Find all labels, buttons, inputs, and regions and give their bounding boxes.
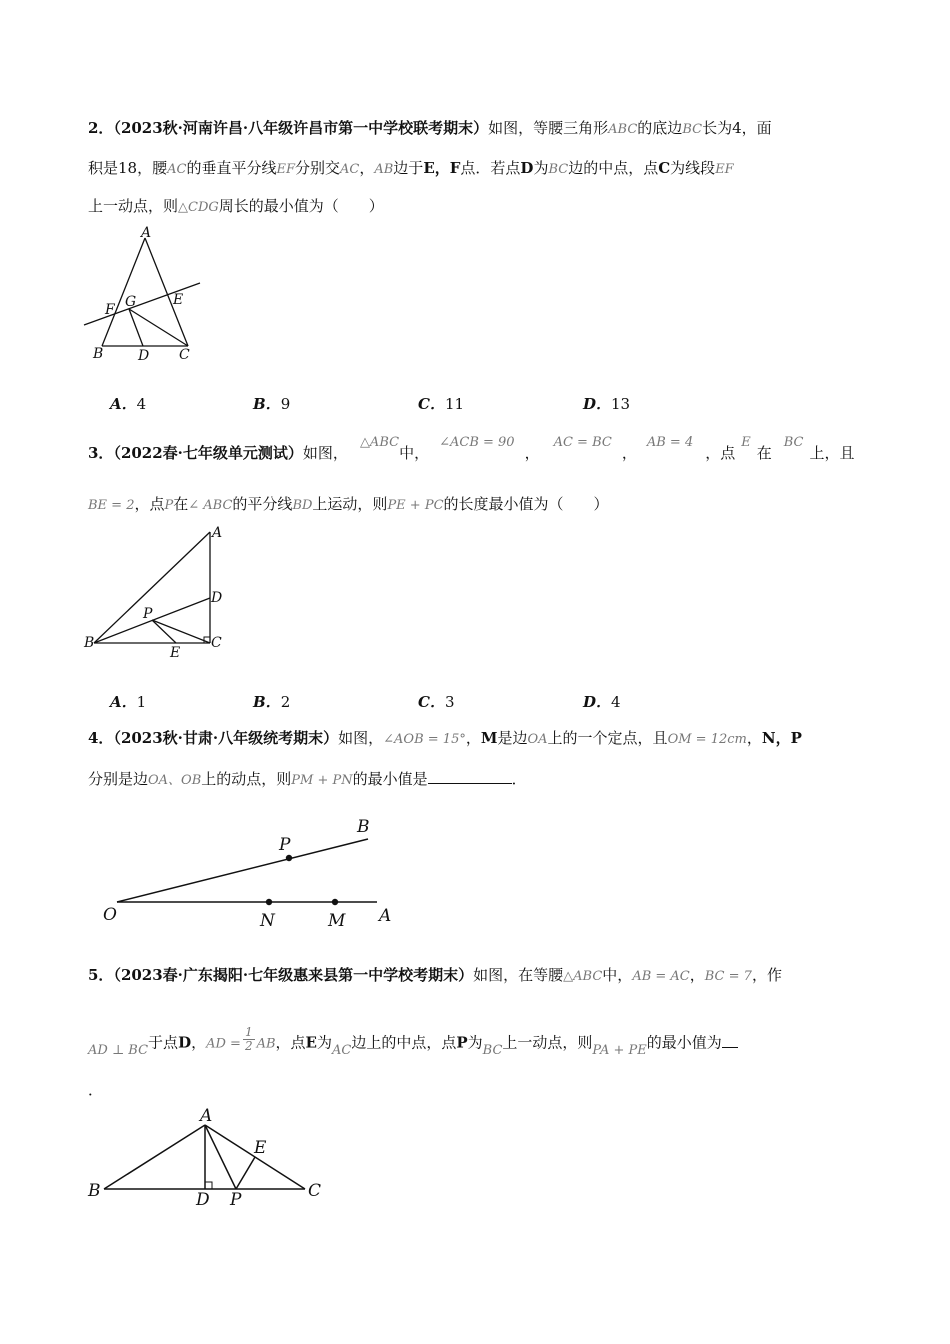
q4-math: OA、OB (148, 773, 202, 788)
q3-option-b[interactable] (253, 692, 290, 712)
q4-text: ． (511, 770, 527, 788)
q5-text: ， (689, 966, 705, 984)
q2-math: AB (374, 162, 394, 177)
q3-math: P (164, 498, 174, 513)
q3-math: △ABC (359, 435, 400, 450)
q3-text: 的平分线 (232, 495, 293, 513)
q2-line-1 (88, 118, 772, 140)
q2-label-E: E (173, 292, 184, 308)
q2-text: D (520, 159, 534, 177)
q2-math: BC (682, 122, 703, 137)
q2-option-c-label: C． (418, 395, 445, 413)
q5-fraction-den: 2 (244, 1039, 253, 1053)
q3-text: 在 (756, 444, 772, 462)
q5-source: （2023春·广东揭阳·七年级惠来县第一中学校考期末） (113, 966, 474, 984)
q3-text: ， (621, 444, 637, 462)
q3-text: ， (524, 444, 540, 462)
q2-text: 长为4，面 (702, 119, 772, 137)
q3-math: E (741, 435, 751, 450)
q3-text: ，点 (705, 444, 736, 462)
q2-number: 2． (88, 119, 114, 137)
q2-text: 边于 (393, 159, 424, 177)
q2-label-A: A (141, 225, 152, 241)
q3-figure (80, 522, 240, 662)
q5-fraction-num: 1 (244, 1025, 253, 1039)
q5-text: P (456, 1033, 468, 1052)
q2-math: △CDG (178, 200, 219, 215)
q5-math: AB = AC (632, 969, 690, 984)
q5-math: AD ⊥ BC (88, 1042, 149, 1058)
q5-text: 于点 (148, 1033, 179, 1052)
q5-text: 为 (467, 1033, 483, 1052)
q3-math: AC = BC (553, 435, 612, 450)
q5-text: 为 (316, 1033, 332, 1052)
q4-math: OM = 12cm (667, 732, 747, 747)
q4-number: 4． (88, 729, 114, 747)
q4-text: ， (465, 729, 481, 747)
q2-option-a-label: A． (110, 395, 137, 413)
q4-line-2 (88, 768, 527, 791)
q2-text: 上一动点，则 (88, 197, 179, 215)
q3-option-d-label: D． (583, 693, 612, 711)
q5-line-1 (88, 965, 782, 987)
q5-math: AC (332, 1042, 352, 1058)
q2-line-3 (88, 196, 384, 218)
q3-text: 如图， (302, 444, 348, 462)
q3-option-d[interactable] (583, 692, 621, 712)
q3-option-c-label: C． (418, 693, 445, 711)
q5-math: AB (256, 1036, 276, 1052)
q5-math: BC (482, 1042, 503, 1058)
q2-label-G: G (125, 294, 137, 310)
q2-option-b[interactable] (253, 394, 290, 414)
q4-label-O: O (103, 905, 117, 925)
q4-text: 分别是边 (88, 770, 149, 788)
q2-text: ， (359, 159, 375, 177)
q2-option-d-label: D． (583, 395, 612, 413)
q4-text: 上的一个定点，且 (547, 729, 668, 747)
q2-math: BC (548, 162, 569, 177)
q5-math: BC = 7 (704, 969, 752, 984)
q4-text: 的最小值是 (352, 770, 428, 788)
q5-math: AD = (206, 1036, 241, 1052)
q2-option-d-value: 13 (611, 395, 631, 413)
q3-option-c[interactable] (418, 692, 455, 712)
q5-math: △ABC (563, 969, 603, 984)
q3-option-a-label: A． (110, 693, 137, 711)
q3-text: 的长度最小值为（ ） (443, 495, 609, 513)
q4-text: ， (746, 729, 762, 747)
q4-label-N: N (260, 911, 275, 931)
q3-label-B: B (84, 635, 95, 651)
q2-option-c[interactable] (418, 394, 464, 414)
q2-math: AC (167, 162, 187, 177)
q2-text: 点．若点 (460, 159, 521, 177)
q3-label-C: C (211, 635, 222, 651)
q3-line-1 (88, 435, 855, 465)
q5-text: D (178, 1033, 192, 1052)
q4-source: （2023秋·甘肃·八年级统考期末） (113, 729, 339, 747)
q4-label-P: P (279, 835, 291, 855)
q5-text: ，作 (751, 966, 782, 984)
q5-label-E: E (254, 1138, 267, 1158)
q2-text: E，F (423, 159, 461, 177)
q3-number: 3． (88, 444, 114, 462)
q5-number: 5． (88, 966, 114, 984)
q2-option-b-label: B． (253, 395, 281, 413)
q5-text: 如图，在等腰 (473, 966, 564, 984)
q2-source: （2023秋·河南许昌·八年级许昌市第一中学校联考期末） (113, 119, 489, 137)
q3-math: PE + PC (387, 498, 444, 513)
q5-line-2 (88, 1025, 738, 1058)
q5-line-3 (88, 1080, 103, 1100)
q5-text: ． (88, 1081, 104, 1099)
q4-text: M (480, 729, 498, 747)
q3-option-b-label: B． (253, 693, 281, 711)
q2-option-b-value: 9 (280, 395, 291, 413)
q2-text: 分别交 (294, 159, 340, 177)
q5-figure (80, 1105, 340, 1215)
q4-text: 如图， (338, 729, 384, 747)
q5-text: E (305, 1033, 317, 1052)
q3-text: 上运动，则 (312, 495, 388, 513)
q3-option-c-value: 3 (444, 693, 455, 711)
q3-text: ，点 (134, 495, 165, 513)
q3-label-E: E (170, 645, 181, 661)
q4-text: 上的动点，则 (201, 770, 292, 788)
q5-text: 边上的中点，点 (351, 1033, 457, 1052)
q5-text: ， (191, 1033, 207, 1052)
q2-line-2 (88, 158, 734, 180)
q5-label-C: C (308, 1181, 322, 1201)
q2-text: 周长的最小值为（ ） (218, 197, 384, 215)
q5-text: 中， (602, 966, 633, 984)
q4-label-B: B (357, 817, 370, 837)
q4-math: OA (527, 732, 548, 747)
q3-text: 上，且 (809, 444, 855, 462)
q5-label-A: A (200, 1106, 213, 1126)
q2-text: 的垂直平分线 (186, 159, 277, 177)
q2-label-B: B (93, 346, 104, 362)
q2-math: ABC (608, 122, 638, 137)
q5-label-B: B (88, 1181, 101, 1201)
q3-label-A: A (212, 525, 223, 541)
q5-text: 的最小值为 (646, 1033, 722, 1052)
q5-fraction (243, 1026, 255, 1053)
q4-text: N，P (761, 729, 802, 747)
q3-math: BD (292, 498, 313, 513)
q3-math: BE = 2 (88, 498, 135, 513)
q5-text: 上一动点，则 (502, 1033, 593, 1052)
q5-answer-blank[interactable] (722, 1032, 738, 1048)
q5-label-P: P (230, 1190, 242, 1210)
q2-option-a-value: 4 (136, 395, 147, 413)
q2-math: EF (715, 162, 734, 177)
q3-label-D: D (211, 590, 223, 606)
q3-math: ∠ACB = 90 (439, 435, 515, 450)
q2-option-a[interactable] (110, 394, 146, 414)
q3-option-a[interactable] (110, 692, 146, 712)
q2-math: AC (339, 162, 360, 177)
q2-label-F: F (105, 302, 115, 318)
q2-option-d[interactable] (583, 394, 630, 414)
q2-text: 的底边 (637, 119, 683, 137)
q2-figure (80, 222, 210, 367)
q4-line-1 (88, 728, 802, 750)
q5-text: ，点 (275, 1033, 306, 1052)
q3-option-d-value: 4 (611, 693, 621, 711)
q3-source: （2022春·七年级单元测试） (113, 444, 303, 462)
q3-label-P: P (143, 606, 153, 622)
q3-math: ∠ ABC (188, 498, 233, 513)
q3-line-2 (88, 494, 609, 516)
q3-option-b-value: 2 (280, 693, 291, 711)
q2-text: 为 (533, 159, 549, 177)
q3-option-a-value: 1 (136, 693, 147, 711)
q2-label-D: D (138, 348, 150, 364)
q2-label-C: C (179, 347, 190, 363)
q3-math: BC (783, 435, 804, 450)
q4-figure (100, 812, 400, 937)
q5-math: PA + PE (592, 1042, 647, 1058)
q2-text: 边的中点，点 (568, 159, 659, 177)
q2-option-c-value: 11 (444, 395, 465, 413)
q5-label-D: D (196, 1190, 210, 1210)
q4-label-M: M (328, 911, 346, 931)
q4-label-A: A (379, 906, 392, 926)
q4-text: 是边 (497, 729, 528, 747)
q2-text: 积是18，腰 (88, 159, 168, 177)
q2-math: EF (276, 162, 295, 177)
q3-text: 在 (173, 495, 189, 513)
q3-math: AB = 4 (646, 435, 694, 450)
q3-text: 中， (399, 444, 430, 462)
q4-math: PM + PN (291, 773, 353, 788)
q4-math: ∠AOB = 15° (383, 732, 466, 747)
q4-answer-blank[interactable] (428, 768, 512, 784)
q2-text: 为线段 (670, 159, 716, 177)
q2-text: C (658, 159, 671, 177)
q2-text: 如图，等腰三角形 (488, 119, 609, 137)
